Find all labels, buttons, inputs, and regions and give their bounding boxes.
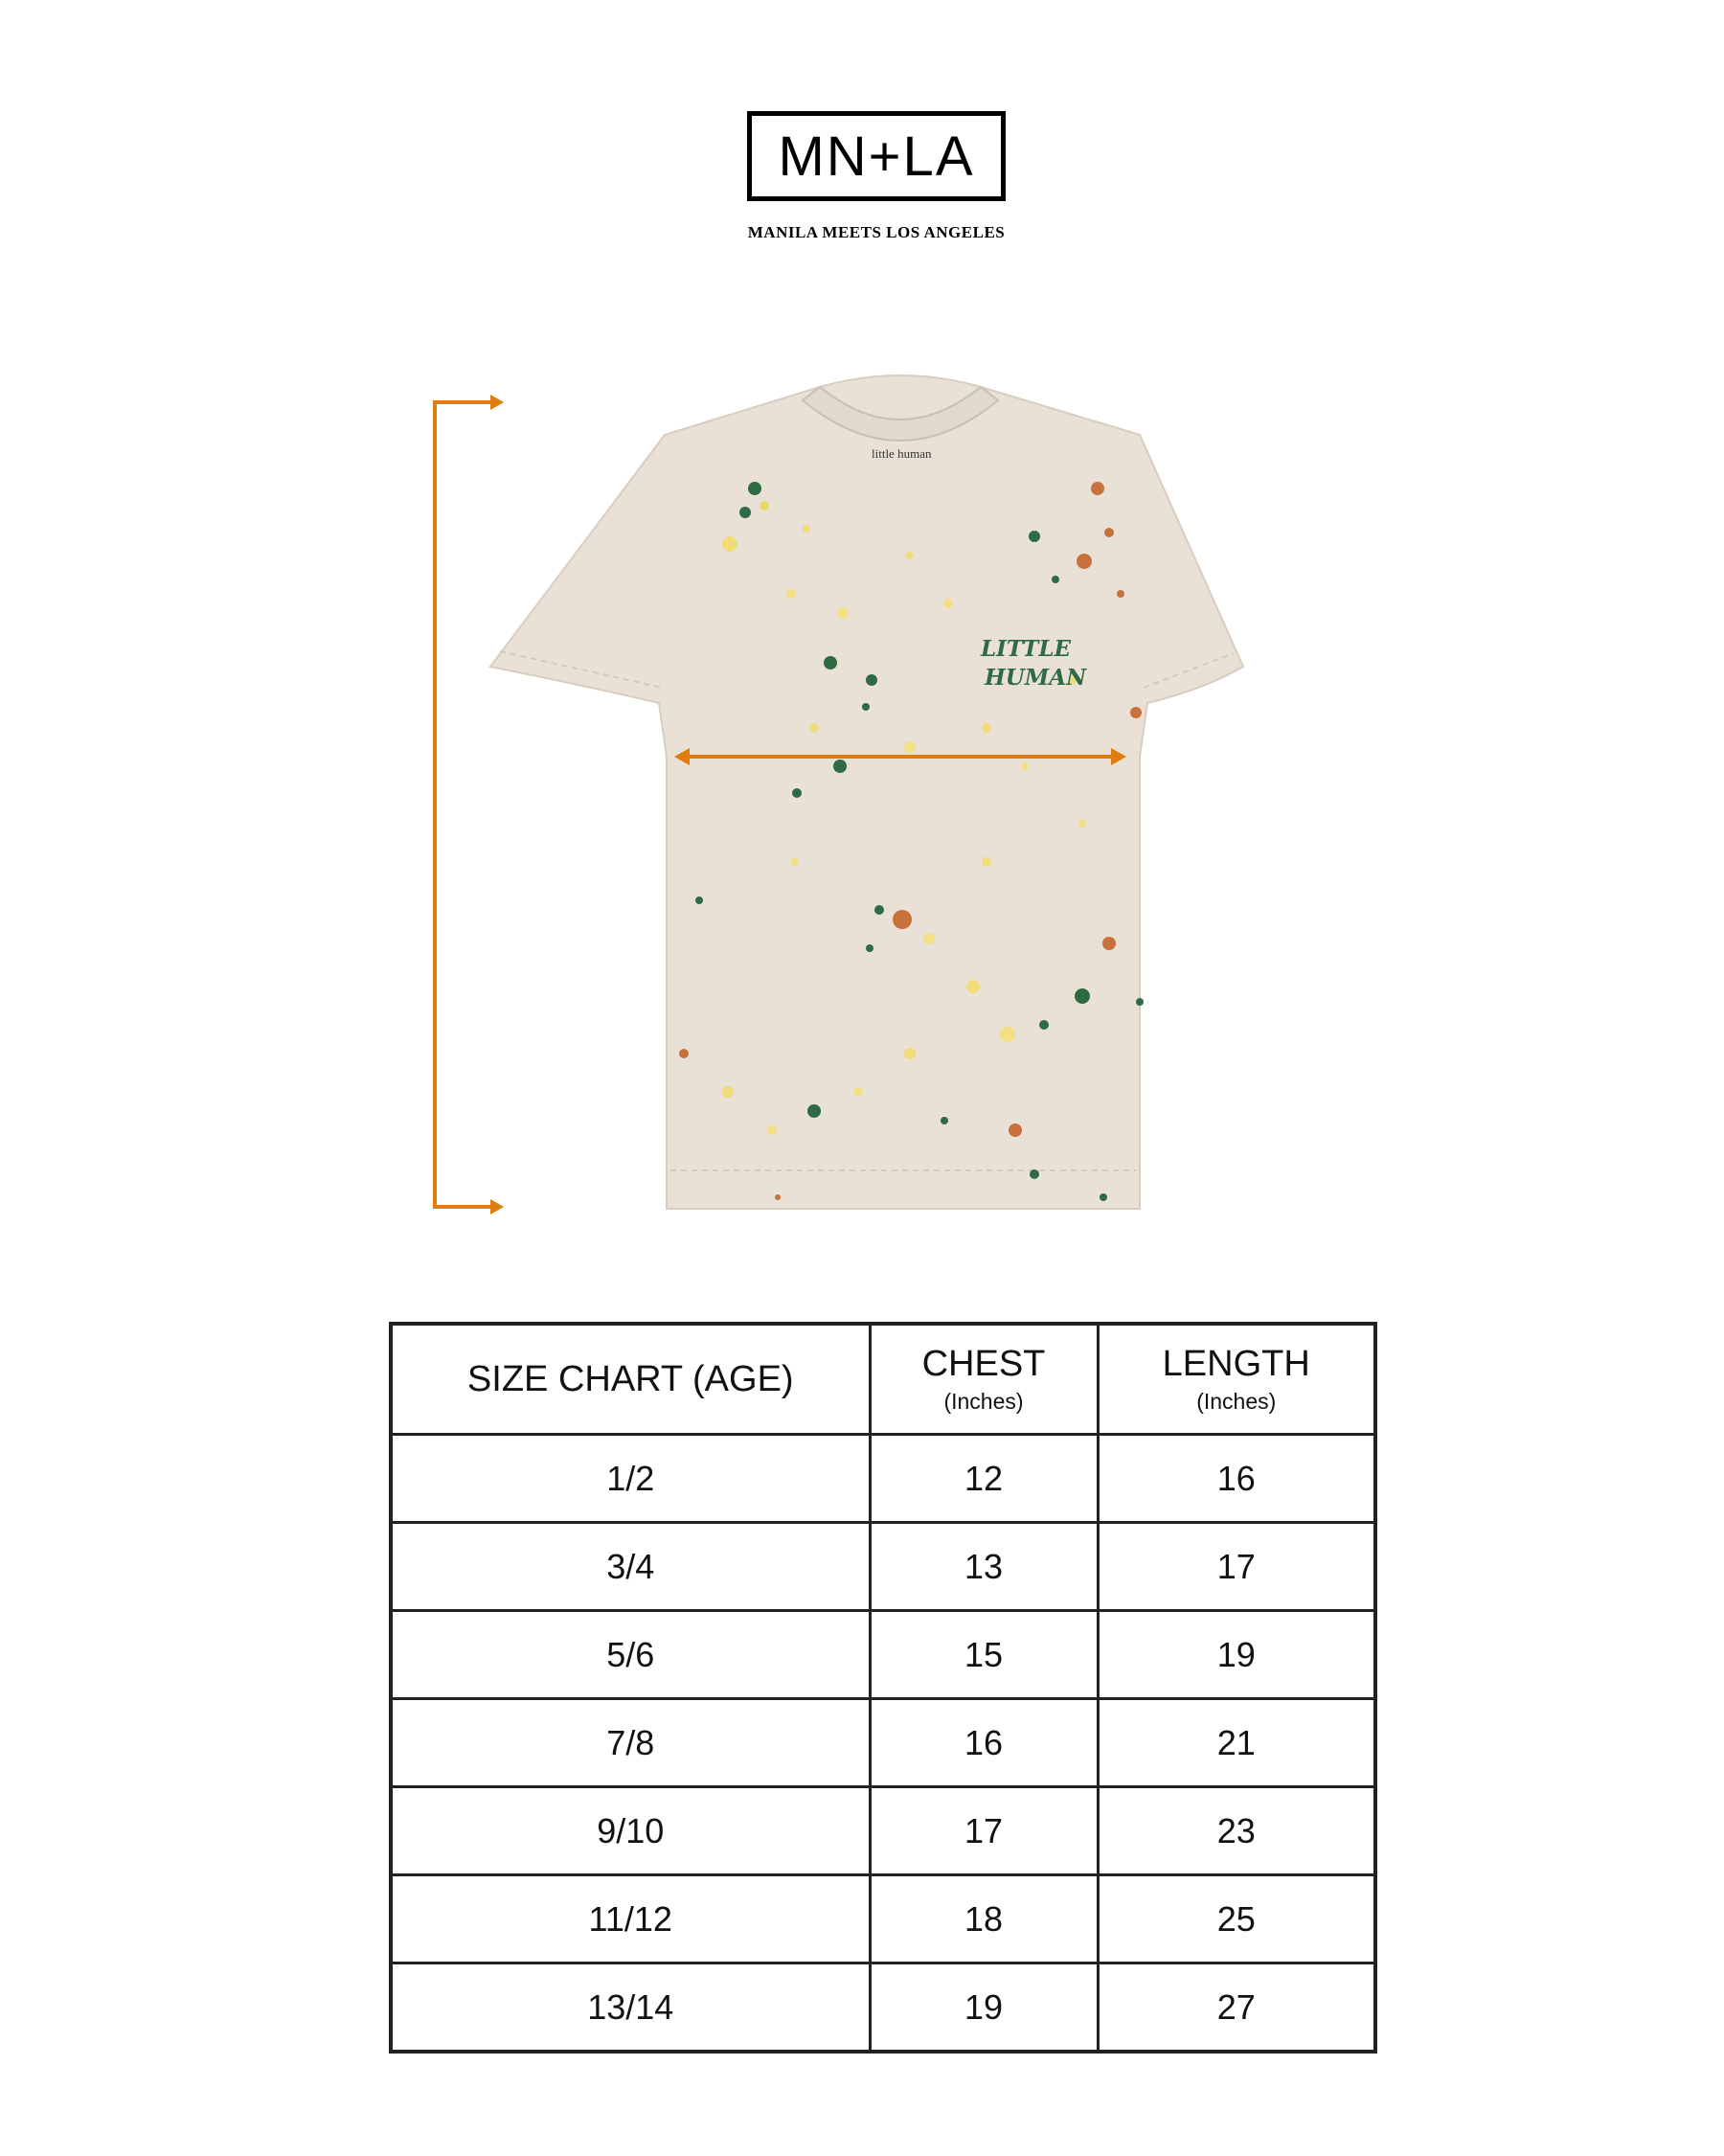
cell-size: 5/6 (391, 1611, 870, 1699)
table-row (391, 1435, 1375, 1523)
header-length (1098, 1324, 1375, 1435)
cell-length: 17 (1098, 1523, 1375, 1611)
header-chest (870, 1324, 1098, 1435)
length-arrow (435, 395, 504, 1214)
header-chest-unit: (Inches) (943, 1389, 1024, 1414)
table-row (391, 1523, 1375, 1611)
cell-size: 11/12 (391, 1875, 870, 1963)
header-chest-label: CHEST (921, 1344, 1046, 1384)
cell-size: 1/2 (391, 1435, 870, 1523)
cell-length: 25 (1098, 1875, 1375, 1963)
cell-length: 21 (1098, 1699, 1375, 1787)
cell-chest: 13 (870, 1523, 1098, 1611)
print-line-2: HUMAN (985, 665, 1087, 691)
header-size (391, 1324, 870, 1435)
cell-size: 9/10 (391, 1787, 870, 1875)
cell-chest: 15 (870, 1611, 1098, 1699)
table-row (391, 1699, 1375, 1787)
cell-chest: 12 (870, 1435, 1098, 1523)
cell-chest: 16 (870, 1699, 1098, 1787)
cell-size: 7/8 (391, 1699, 870, 1787)
logo-mark: MN+LA (778, 125, 975, 188)
cell-chest: 18 (870, 1875, 1098, 1963)
table-row (391, 1963, 1375, 2053)
table-row (391, 1611, 1375, 1699)
tshirt-image (490, 375, 1243, 1209)
size-chart-table (389, 1322, 1377, 2054)
cell-size: 13/14 (391, 1963, 870, 2053)
header-length-unit: (Inches) (1196, 1389, 1277, 1414)
cell-length: 27 (1098, 1963, 1375, 2053)
cell-length: 23 (1098, 1787, 1375, 1875)
table-row (391, 1787, 1375, 1875)
product-measurement-diagram (412, 364, 1331, 1226)
brand-logo (747, 111, 1006, 201)
table-header-row (391, 1324, 1375, 1435)
cell-length: 19 (1098, 1611, 1375, 1699)
header-size-label: SIZE CHART (AGE) (466, 1358, 794, 1399)
print-line-1: LITTLE (981, 636, 1072, 662)
logo-tagline: MANILA MEETS LOS ANGELES (747, 223, 1006, 241)
cell-chest: 19 (870, 1963, 1098, 2053)
neck-tag-label: little human (872, 446, 932, 461)
cell-length: 16 (1098, 1435, 1375, 1523)
table-row (391, 1875, 1375, 1963)
header-length-label: LENGTH (1162, 1344, 1310, 1384)
cell-size: 3/4 (391, 1523, 870, 1611)
cell-chest: 17 (870, 1787, 1098, 1875)
